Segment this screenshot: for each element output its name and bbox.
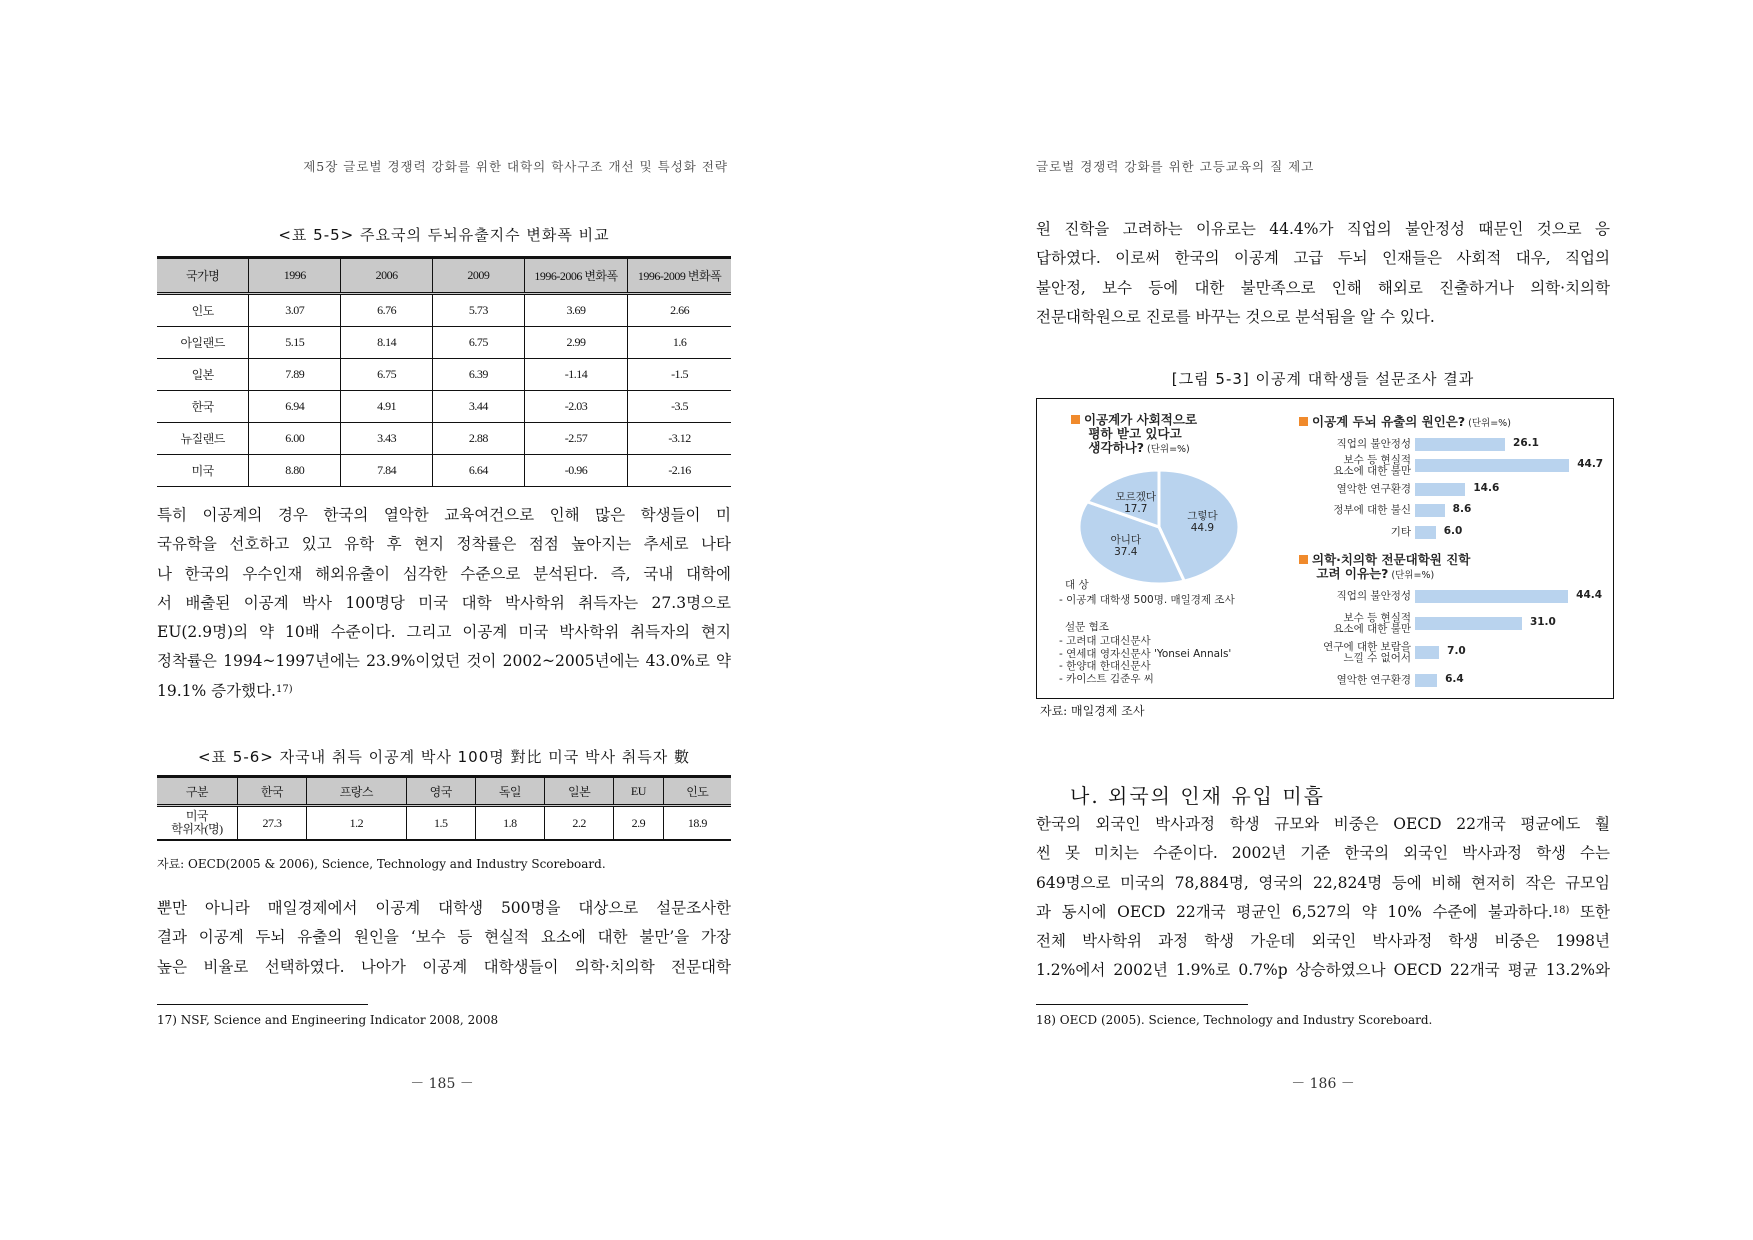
table-cell: 3.44 (432, 391, 524, 423)
bar-label (1261, 527, 1411, 538)
running-head-left: 제5장 글로벌 경쟁력 강화를 위한 대학의 학사구조 개선 및 특성화 전략 (303, 159, 728, 174)
table-cell: 1.5 (406, 806, 475, 841)
cooperation-heading: 설문 협조 (1065, 621, 1109, 633)
line-text: 씬 못 미치는 수준이다. 2002년 기준 한국의 외국인 박사과정 학생 수는 (1036, 844, 1610, 863)
country-cell: 뉴질랜드 (157, 423, 249, 455)
bar (1415, 646, 1439, 659)
cooperation-item: - 카이스트 김준우 씨 (1059, 672, 1154, 685)
line-text: 또한 (1569, 902, 1610, 921)
chart-title-text: 고려 이유는? (1316, 566, 1389, 581)
bar-label-text: 연구에 대한 보람을 (1323, 640, 1411, 653)
cooperation-item: - 고려대 고대신문사 (1059, 635, 1151, 647)
bar-label (1261, 613, 1411, 635)
pie-slice-label (1111, 534, 1141, 558)
bar (1415, 459, 1569, 472)
country-cell: 한국 (157, 391, 249, 423)
table-cell: 1.8 (475, 806, 544, 841)
footnote-ref: 18) (1552, 904, 1570, 916)
bar-value: 44.4 (1576, 589, 1603, 601)
row-label-cell (157, 806, 237, 841)
table-cell: 6.00 (249, 423, 341, 455)
table-cell: -1.5 (628, 359, 731, 391)
figure-5-3-survey-results (1036, 398, 1614, 699)
paragraph-brain-drain (157, 501, 731, 706)
table-5-6-caption: <표 5-6> 자국내 취득 이공계 박사 100명 對比 미국 박사 취득자 數 (197, 748, 691, 766)
table-row (157, 455, 731, 487)
figure-5-3-caption: [그림 5-3] 이공계 대학생들 설문조사 결과 (1171, 370, 1475, 388)
table-cell: 7.84 (341, 455, 433, 487)
table-header-row (157, 258, 731, 294)
text-line (1036, 244, 1610, 273)
footnote-ref: 17) (276, 683, 293, 695)
slice-name: 그렇다 (1187, 510, 1218, 523)
table-cell: 7.89 (249, 359, 341, 391)
line-text: 전체 박사학위 과정 학생 가운데 외국인 박사과정 학생 비중은 1998년 (1036, 932, 1610, 951)
page-number-right: － 186 － (1291, 1076, 1355, 1092)
text-line (1036, 869, 1610, 898)
table-row (157, 327, 731, 359)
bar-value: 7.0 (1447, 645, 1466, 657)
table-header-cell: 인도 (663, 777, 731, 806)
paragraph-survey-continued (1036, 215, 1610, 332)
row-label-text: 미국 (185, 809, 209, 823)
table-header-cell: 1996-2006 변화폭 (524, 258, 627, 294)
table-cell: 18.9 (663, 806, 731, 841)
paragraph-foreign-talent (1036, 810, 1610, 986)
table-row (157, 391, 731, 423)
bar-label (1261, 642, 1411, 664)
country-cell: 인도 (157, 294, 249, 327)
text-line (157, 618, 731, 647)
slice-name: 모르겠다 (1115, 490, 1157, 503)
line-text: 결과 이공계 두뇌 유출의 원인을 ‘보수 등 현실적 요소에 대한 불만’을 가장 (157, 928, 731, 947)
bar-label (1261, 591, 1411, 602)
table-cell: 2.99 (524, 327, 627, 359)
unit-label: (단위=%) (1388, 570, 1435, 581)
text-line (1036, 898, 1610, 927)
slice-value: 17.7 (1124, 502, 1148, 515)
table-cell: 6.39 (432, 359, 524, 391)
line-text: 서 배출된 이공계 박사 100명당 미국 대학 박사학위 취득자는 27.3명으로 (157, 593, 731, 612)
line-text: 국유학을 선호하고 있고 유학 후 현지 정착률은 점점 높아지는 추세로 나타 (157, 535, 731, 554)
table-cell: -2.03 (524, 391, 627, 423)
table-cell: 3.69 (524, 294, 627, 327)
table-header-cell: 구분 (157, 777, 237, 806)
bar-label (1261, 439, 1411, 450)
table-header-cell: 2009 (432, 258, 524, 294)
orange-square-icon (1299, 417, 1308, 426)
table-cell: -2.57 (524, 423, 627, 455)
text-line (1036, 839, 1610, 868)
table-row (157, 294, 731, 327)
country-cell: 일본 (157, 359, 249, 391)
orange-square-icon (1299, 555, 1308, 564)
slice-name: 아니다 (1110, 533, 1142, 546)
line-text: 높은 비율로 선택하였다. 나아가 이공계 대학생들이 의학·치의학 전문대학 (157, 957, 731, 976)
pie-slice-label (1115, 491, 1156, 515)
unit-label: (단위=%) (1143, 444, 1190, 455)
chart-title-text: 평하 받고 있다고 (1088, 426, 1182, 441)
line-text: 전문대학원으로 진로를 바꾸는 것으로 분석됨을 알 수 있다. (1036, 307, 1435, 326)
table-header-cell: 독일 (475, 777, 544, 806)
indent (1299, 566, 1316, 581)
bar-value: 14.6 (1473, 482, 1500, 494)
table-cell: 6.64 (432, 455, 524, 487)
bar (1415, 590, 1568, 603)
bar-value: 44.7 (1577, 458, 1604, 470)
table-row (157, 806, 731, 841)
slice-value: 37.4 (1114, 545, 1138, 558)
table-cell: 27.3 (237, 806, 306, 841)
table-cell: 5.15 (249, 327, 341, 359)
table-header-cell: 프랑스 (307, 777, 407, 806)
table-cell: -3.5 (628, 391, 731, 423)
text-line (157, 953, 731, 982)
table-5-5 (157, 256, 731, 487)
bar (1415, 526, 1436, 539)
text-line (1036, 274, 1610, 303)
footnote-divider (157, 1004, 368, 1005)
table-header-cell: 2006 (341, 258, 433, 294)
pie-slice-label (1187, 510, 1217, 534)
text-line (157, 923, 731, 952)
bar-label-text: 열악한 연구환경 (1336, 674, 1411, 686)
table-cell: 6.75 (432, 327, 524, 359)
bar (1415, 617, 1522, 630)
line-text: 한국의 외국인 박사과정 학생 규모와 비중은 OECD 22개국 평균에도 훨 (1036, 815, 1610, 833)
text-line (157, 530, 731, 559)
bar-label (1261, 455, 1411, 477)
table-cell: -0.96 (524, 455, 627, 487)
text-line (1036, 810, 1610, 839)
bar-value: 6.0 (1443, 525, 1463, 537)
text-line (1036, 303, 1610, 332)
line-text: EU(2.9명)의 약 10배 수준이다. 그리고 이공계 미국 박사학위 취득자의 현지 (157, 623, 731, 642)
figure-source: 자료: 매일경제 조사 (1040, 704, 1145, 718)
table-header-cell: 영국 (406, 777, 475, 806)
bar-label (1261, 484, 1411, 495)
bar (1415, 674, 1437, 687)
chart-title-text: 이공계가 사회적으로 (1084, 412, 1198, 427)
text-line (1036, 927, 1610, 956)
table-source: 자료: OECD(2005 & 2006), Science, Technology and Industry Scoreboard. (157, 857, 606, 871)
running-head-right: 글로벌 경쟁력 강화를 위한 고등교육의 질 제고 (1036, 159, 1315, 174)
pie-chart (1037, 399, 1297, 599)
cooperation-item: - 한양대 한대신문사 (1059, 660, 1151, 672)
section-heading: 나. 외국의 인재 유입 미흡 (1070, 784, 1325, 808)
line-text: 뿐만 아니라 매일경제에서 이공계 대학생 500명을 대상으로 설문조사한 (157, 899, 731, 917)
table-row (157, 423, 731, 455)
table-header-cell: 1996 (249, 258, 341, 294)
table-cell: 8.80 (249, 455, 341, 487)
footnote-17: 17) NSF, Science and Engineering Indicator 2008, 2008 (157, 1013, 499, 1027)
table-5-5-caption: <표 5-5> 주요국의 두뇌유출지수 변화폭 비교 (278, 226, 610, 244)
unit-label: (단위=%) (1465, 418, 1511, 429)
table-5-6 (157, 775, 731, 841)
row-label-text: 학위자(명) (171, 822, 223, 836)
bar-label-text: 요소에 대한 불만 (1333, 622, 1411, 635)
table-row (157, 359, 731, 391)
cooperation-list (1059, 635, 1231, 685)
slice-value: 44.9 (1190, 522, 1215, 535)
table-cell: 4.91 (341, 391, 433, 423)
table-cell: 2.9 (614, 806, 663, 841)
table-cell: 2.2 (545, 806, 614, 841)
bar-label (1261, 505, 1411, 516)
line-text: 1.2%에서 2002년 1.9%로 0.7%p 상승하였으나 OECD 22개국 평균 13.2%와 (1036, 961, 1610, 980)
table-header-cell: 1996-2009 변화폭 (628, 258, 731, 294)
target-heading: 대 상 (1065, 579, 1089, 591)
table-cell: 8.14 (341, 327, 433, 359)
footnote-18: 18) OECD (2005). Science, Technology and Industry Scoreboard. (1036, 1013, 1433, 1027)
table-header-row (157, 777, 731, 806)
line-text: 불안정, 보수 등에 대한 불만족으로 인해 해외로 진출하거나 의학·치의학 (1036, 278, 1610, 297)
table-cell: 1.2 (307, 806, 407, 841)
bar (1415, 438, 1505, 451)
bar-label-text: 정부에 대한 불신 (1333, 504, 1411, 516)
bar (1415, 483, 1465, 496)
country-cell: 미국 (157, 455, 249, 487)
text-line (157, 647, 731, 676)
page-number-left: － 185 － (410, 1076, 474, 1092)
bar-label-text: 보수 등 현실적 (1343, 611, 1411, 624)
table-cell: 2.66 (628, 294, 731, 327)
bar-label-text: 열악한 연구환경 (1336, 483, 1411, 495)
table-cell: 6.94 (249, 391, 341, 423)
table-cell: -3.12 (628, 423, 731, 455)
bar-label (1261, 675, 1411, 686)
line-text: 답하였다. 이로써 한국의 이공계 고급 두뇌 인재들은 사회적 대우, 직업의 (1036, 249, 1610, 268)
text-line (1036, 956, 1610, 985)
table-cell: 6.76 (341, 294, 433, 327)
bar-label-text: 기타 (1390, 526, 1411, 538)
text-line (157, 677, 731, 706)
text-line (157, 589, 731, 618)
line-text: 649명으로 미국의 78,884명, 영국의 22,824명 등에 비해 현저히 작은 규모임 (1036, 873, 1610, 892)
text-line (1036, 215, 1610, 244)
chart-title-text: 생각하나? (1088, 440, 1144, 455)
bar-chart-title (1299, 415, 1511, 431)
footnote-divider (1036, 1004, 1248, 1005)
bar-value: 31.0 (1529, 616, 1556, 628)
table-cell: 5.73 (432, 294, 524, 327)
bar-label-text: 요소에 대한 불만 (1333, 464, 1411, 477)
bar-value: 8.6 (1452, 503, 1472, 515)
line-text: 특히 이공계의 경우 한국의 열악한 교육여건으로 인해 많은 학생들이 미 (157, 506, 731, 524)
line-text: 나 한국의 우수인재 해외유출이 심각한 수준으로 분석된다. 즉, 국내 대학에 (157, 564, 731, 583)
target-item: - 이공계 대학생 500명. 매일경제 조사 (1059, 594, 1235, 606)
country-cell: 아일랜드 (157, 327, 249, 359)
bar-value: 26.1 (1513, 437, 1539, 449)
text-line (157, 560, 731, 589)
line-text: 정착률은 1994~1997년에는 23.9%이었던 것이 2002~2005년에는 43.0%로 약 (157, 652, 731, 671)
chart-title-text: 이공계 두뇌 유출의 원인은? (1312, 414, 1466, 429)
bar-value: 6.4 (1445, 673, 1464, 685)
bar-label-text: 직업의 불안정성 (1336, 590, 1411, 602)
table-cell: -1.14 (524, 359, 627, 391)
bar-label-text: 보수 등 현실적 (1343, 453, 1411, 466)
table-header-cell: 한국 (237, 777, 306, 806)
bar-label-text: 느낄 수 없어서 (1343, 651, 1411, 664)
table-cell: 1.6 (628, 327, 731, 359)
table-header-cell: 일본 (545, 777, 614, 806)
bar (1415, 504, 1445, 517)
paragraph-survey (157, 894, 731, 982)
text-line (157, 501, 731, 530)
chart-title-text: 의학·치의학 전문대학원 진학 (1312, 552, 1471, 567)
table-cell: 3.07 (249, 294, 341, 327)
table-cell: 2.88 (432, 423, 524, 455)
line-text: 19.1% 증가했다. (157, 681, 276, 700)
text-line (157, 894, 731, 923)
line-text: 과 동시에 OECD 22개국 평균인 6,527의 약 10% 수준에 불과하다. (1036, 902, 1553, 921)
table-header-cell: EU (614, 777, 663, 806)
cooperation-item: - 연세대 영자신문사 'Yonsei Annals' (1059, 647, 1232, 660)
table-header-cell: 국가명 (157, 258, 249, 294)
bar-chart-title (1299, 553, 1470, 583)
bar-label-text: 직업의 불안정성 (1336, 438, 1411, 450)
table-cell: 6.75 (341, 359, 433, 391)
table-cell: -2.16 (628, 455, 731, 487)
line-text: 원 진학을 고려하는 이유로는 44.4%가 직업의 불안정성 때문인 것으로 응 (1036, 220, 1610, 238)
table-cell: 3.43 (341, 423, 433, 455)
